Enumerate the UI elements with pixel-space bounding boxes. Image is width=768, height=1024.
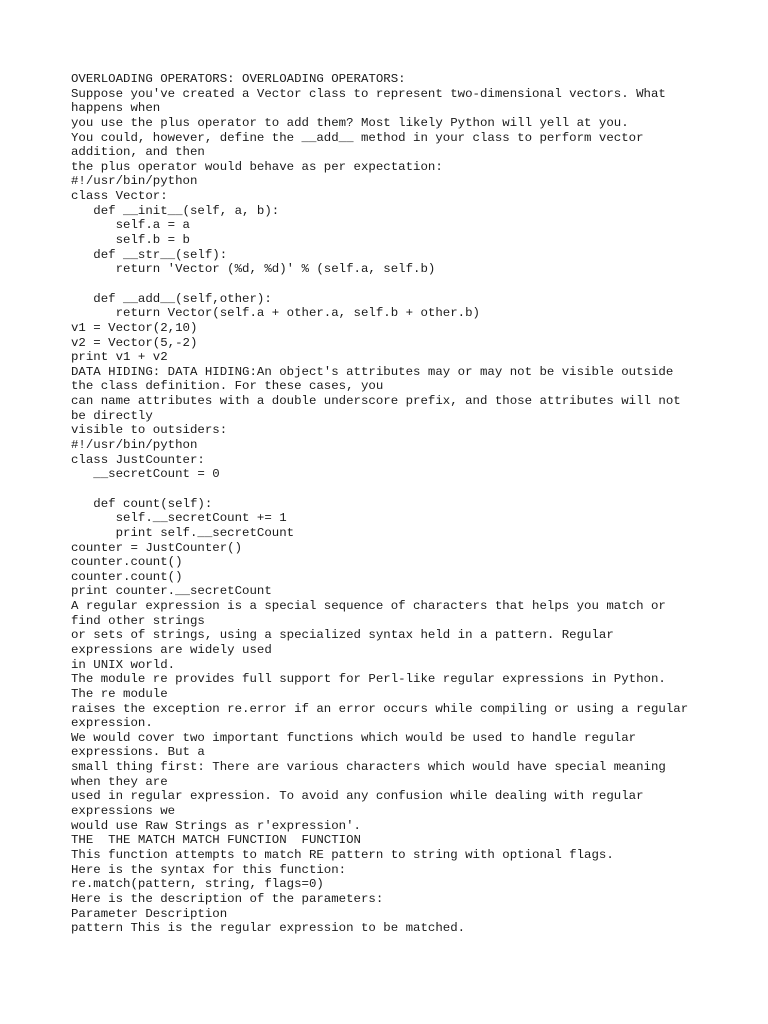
text-line: A regular expression is a special sequence of characters that helps you match or: [71, 599, 666, 614]
text-line: counter.count(): [71, 569, 183, 584]
text-line: visible to outsiders:: [71, 423, 228, 438]
text-line: def __add__(self,other):: [71, 291, 272, 306]
text-line: Here is the description of the parameters:: [71, 891, 384, 906]
text-line: v1 = Vector(2,10): [71, 320, 198, 335]
text-line: in UNIX world.: [71, 657, 176, 672]
text-line: class Vector:: [71, 189, 168, 204]
text-line: self.b = b: [71, 233, 190, 248]
text-line: happens when: [71, 101, 161, 116]
text-line: when they are: [71, 774, 168, 789]
text-line: addition, and then: [71, 145, 205, 160]
text-line: Here is the syntax for this function:: [71, 862, 347, 877]
text-line: self.a = a: [71, 218, 190, 233]
text-line: [71, 277, 731, 292]
text-line: v2 = Vector(5,-2): [71, 335, 198, 350]
text-line: This function attempts to match RE pattern to string with optional flags.: [71, 847, 614, 862]
text-line: return 'Vector (%d, %d)' % (self.a, self.b): [71, 262, 436, 277]
text-line: def __str__(self):: [71, 247, 228, 262]
text-line: pattern This is the regular expression to be matched.: [71, 921, 466, 936]
text-line: return Vector(self.a + other.a, self.b + other.b): [71, 306, 480, 321]
text-line: find other strings: [71, 613, 205, 628]
text-line: Parameter Description: [71, 906, 228, 921]
text-line: def __init__(self, a, b):: [71, 203, 280, 218]
text-line: print v1 + v2: [71, 350, 168, 365]
text-line: [71, 482, 731, 497]
text-line: used in regular expression. To avoid any confusion while dealing with regular: [71, 789, 644, 804]
text-line: be directly: [71, 408, 153, 423]
document-page: [71, 72, 731, 936]
text-line: def count(self):: [71, 496, 213, 511]
text-line: #!/usr/bin/python: [71, 438, 198, 453]
text-line: print counter.__secretCount: [71, 584, 272, 599]
text-line: counter = JustCounter(): [71, 540, 243, 555]
text-line: You could, however, define the __add__ method in your class to perform vector: [71, 130, 644, 145]
text-line: the class definition. For these cases, you: [71, 379, 384, 394]
text-line: #!/usr/bin/python: [71, 174, 198, 189]
text-line: counter.count(): [71, 555, 183, 570]
text-line: raises the exception re.error if an error occurs while compiling or using a regular: [71, 701, 689, 716]
text-line: expressions. But a: [71, 745, 205, 760]
text-line: Suppose you've created a Vector class to represent two-dimensional vectors. What: [71, 86, 666, 101]
text-line: the plus operator would behave as per expectation:: [71, 159, 443, 174]
text-line: THE THE MATCH MATCH FUNCTION FUNCTION: [71, 833, 361, 848]
text-line: __secretCount = 0: [71, 467, 220, 482]
text-line: you use the plus operator to add them? Most likely Python will yell at you.: [71, 115, 629, 130]
text-line: DATA HIDING: DATA HIDING:An object's attributes may or may not be visible outside: [71, 364, 674, 379]
text-line: expressions we: [71, 804, 176, 819]
text-line: We would cover two important functions which would be used to handle regular: [71, 730, 637, 745]
text-line: or sets of strings, using a specialized syntax held in a pattern. Regular: [71, 628, 614, 643]
text-line: expressions are widely used: [71, 642, 272, 657]
text-line: re.match(pattern, string, flags=0): [71, 877, 324, 892]
text-line: OVERLOADING OPERATORS: OVERLOADING OPERATORS:: [71, 72, 406, 86]
text-line: small thing first: There are various characters which would have special meaning: [71, 760, 666, 775]
text-line: The module re provides full support for Perl-like regular expressions in Python.: [71, 672, 666, 687]
text-line: would use Raw Strings as r'expression'.: [71, 818, 361, 833]
text-line: self.__secretCount += 1: [71, 511, 287, 526]
text-line: The re module: [71, 686, 168, 701]
text-line: class JustCounter:: [71, 452, 205, 467]
text-line: expression.: [71, 716, 153, 731]
text-line: print self.__secretCount: [71, 525, 295, 540]
text-line: can name attributes with a double underscore prefix, and those attributes will not: [71, 394, 681, 409]
